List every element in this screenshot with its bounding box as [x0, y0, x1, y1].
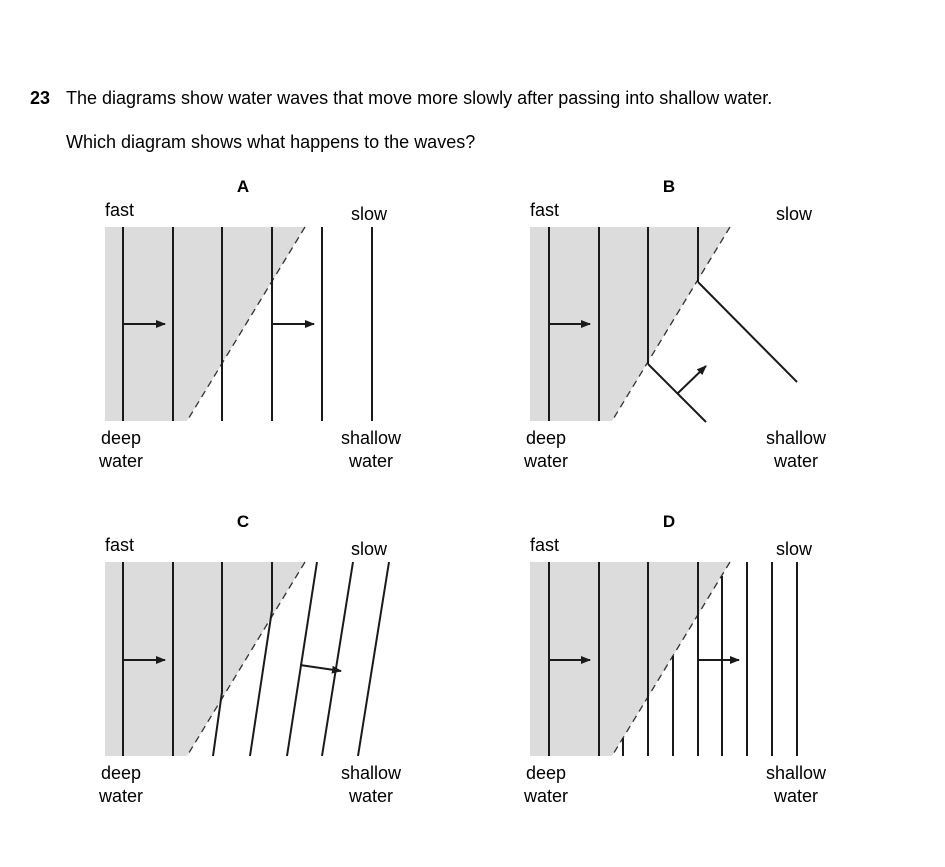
diagram-a-deep-label: deep: [100, 428, 142, 448]
diagram-a-shallow-label: shallow: [340, 428, 402, 448]
diagram-d-water-label: water: [773, 786, 819, 806]
diagram-c-arrow-shallow: [300, 665, 341, 671]
diagram-d-label: D: [662, 512, 676, 531]
diagram-b-shallow-label: shallow: [765, 428, 827, 448]
diagram-c-refracted-wavefront: [358, 562, 389, 756]
diagram-a: [98, 177, 402, 471]
diagram-b-slow-label: slow: [776, 204, 813, 224]
question-prompt: Which diagram shows what happens to the waves?: [66, 132, 476, 152]
diagram-c-water-label: water: [348, 786, 394, 806]
diagram-a-water-label: water: [98, 451, 144, 471]
diagram-c-fast-label: fast: [105, 535, 135, 555]
diagram-b: [523, 177, 827, 471]
diagram-d-water-label: water: [523, 786, 569, 806]
diagram-b-water-label: water: [773, 451, 819, 471]
diagram-b-label: B: [662, 177, 676, 196]
diagram-c-refracted-wavefront: [287, 562, 317, 756]
diagram-d-shallow-label: shallow: [765, 763, 827, 783]
diagram-b-deep-label: deep: [525, 428, 567, 448]
question-number: 23: [30, 88, 51, 108]
question-text: The diagrams show water waves that move more slowly after passing into shallow water.: [66, 88, 773, 108]
diagram-a-label: A: [236, 177, 250, 196]
diagram-b-fast-label: fast: [530, 200, 560, 220]
diagram-c: [98, 512, 402, 806]
diagram-a-water-label: water: [348, 451, 394, 471]
diagram-c-slow-label: slow: [351, 539, 388, 559]
diagram-a-slow-label: slow: [351, 204, 388, 224]
diagram-b-arrow-shallow: [678, 366, 706, 393]
diagram-b-water-label: water: [523, 451, 569, 471]
diagram-c-deep-label: deep: [100, 763, 142, 783]
diagram-b-refracted-wavefront: [648, 364, 706, 422]
diagram-d-deep-label: deep: [525, 763, 567, 783]
diagram-d-fast-label: fast: [530, 535, 560, 555]
diagram-a-fast-label: fast: [105, 200, 135, 220]
diagram-d: [523, 512, 827, 806]
diagram-c-label: C: [236, 512, 250, 531]
diagram-c-water-label: water: [98, 786, 144, 806]
diagram-d-slow-label: slow: [776, 539, 813, 559]
diagram-b-refracted-wavefront: [698, 282, 797, 382]
diagram-c-shallow-label: shallow: [340, 763, 402, 783]
diagram-c-refracted-wavefront: [322, 562, 353, 756]
